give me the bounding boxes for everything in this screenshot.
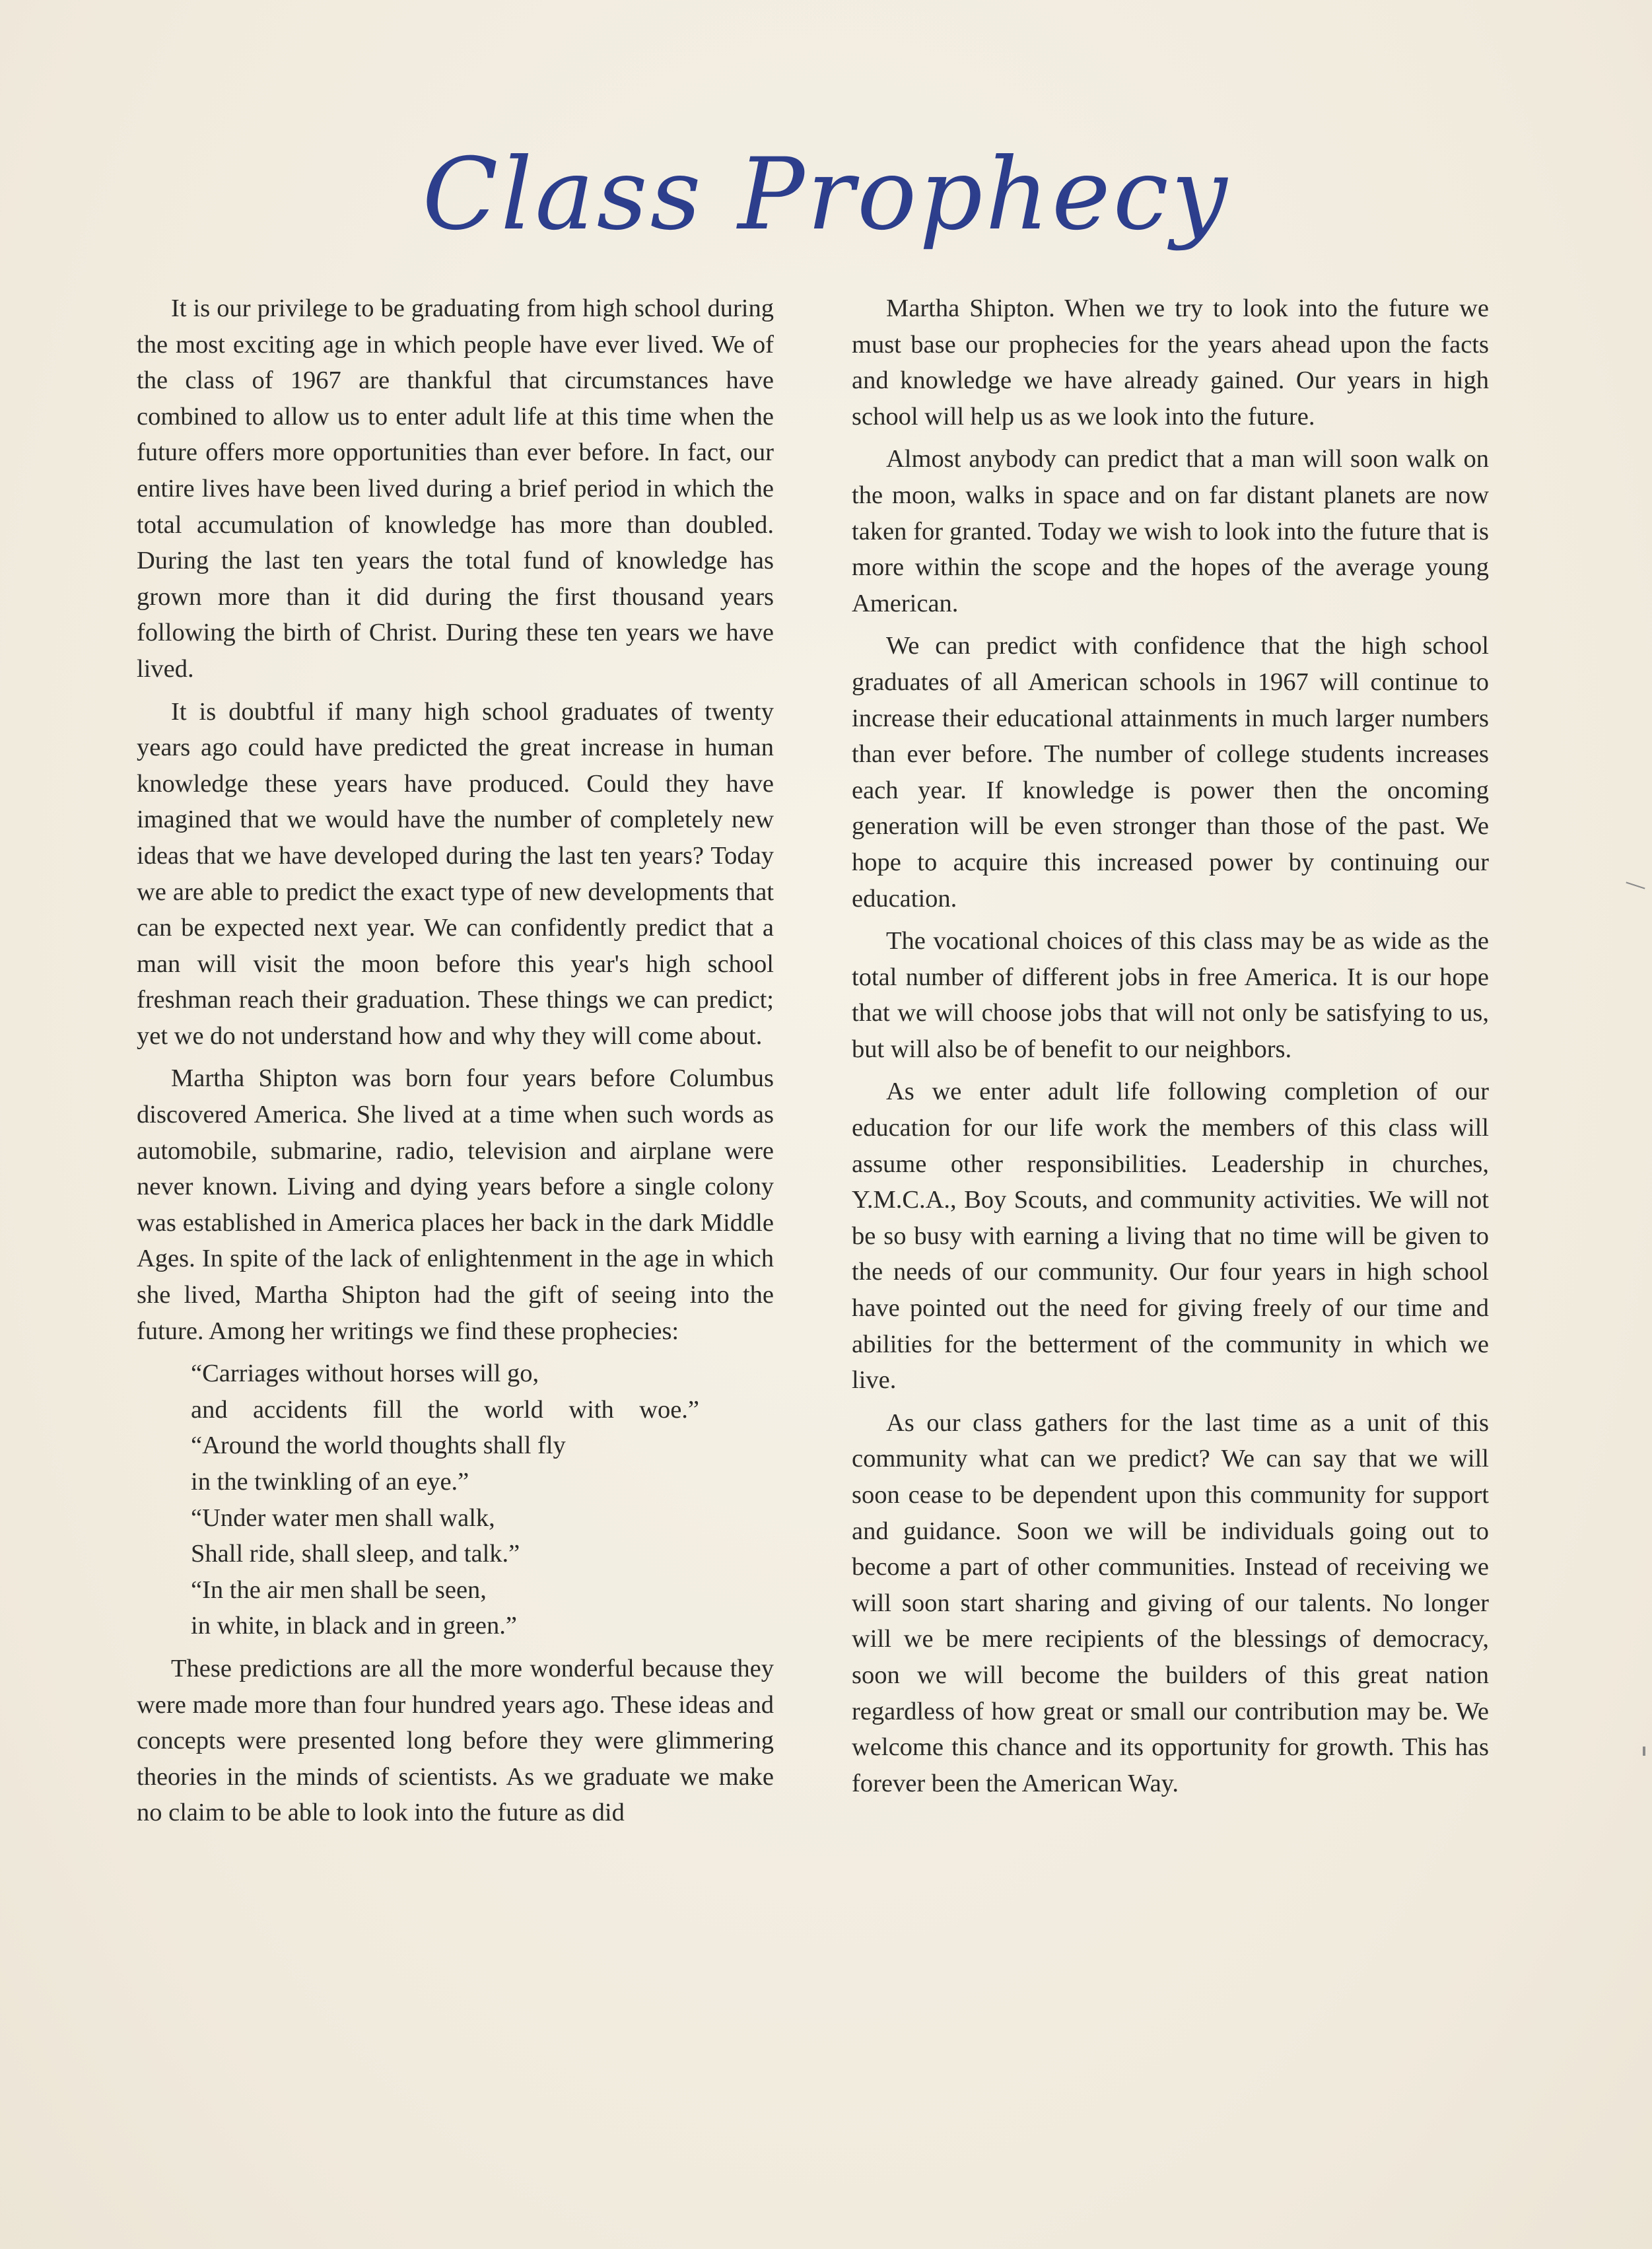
verse-line: “Around the world thoughts shall fly — [191, 1432, 566, 1460]
paragraph-american-way: As our class gathers for the last time as a unit of this community what can we predict? We can say that we will soon cease to be dependent upon this community for support and guidance. Soon we will be individuals going out to become a part of other communities. Instead of receiving we will soon start sharing and giving of our talents. No longer will we be mere recipients of the blessings of democracy, soon we will become the builders of this great nation regardless of how great or small our contribution may be. We welcome this chance and its opportunity for growth. This has forever been the American Way. — [852, 1408, 1489, 1797]
paragraph-privilege: It is our privilege to be graduating from high school during the most exciting age in which people have ever lived. We of the class of 1967 are thankful that circumstances have combined to allow us to enter adult life at this time when the future offers more opportunities than ever before. In fact, our entire lives have been lived during a brief period in which the total accumulation of knowledge has more than doubled. During the last ten years the total fund of knowledge has grown more than it did during the first thousand years following the birth of Christ. During these ten years we have lived. — [137, 294, 774, 683]
paragraph-responsibilities: As we enter adult life following completion of our education for our life work the members of this class will assume other responsibilities. Leadership in churches, Y.M.C.A., Boy Scouts, and community activities. We will not be so busy with earning a living that no time will be given to the needs of our community. Our four years in high school have pointed out the need for giving freely of our time and abilities for the betterment of the community in which we live. — [852, 1078, 1489, 1395]
right-column — [852, 291, 1489, 1808]
verse-line: “Carriages without horses will go, — [191, 1360, 539, 1388]
paragraph-moon: Almost anybody can predict that a man will soon walk on the moon, walks in space and on far distant planets are now taken for granted. Today we wish to look into the future that is more within the scope and the hopes of the average young American. — [852, 445, 1489, 617]
page-margin-mark — [1643, 1747, 1645, 1756]
paragraph-vocational: The vocational choices of this class may be as wide as the total number of different jobs in free America. It is our hope that we will choose jobs that will not only be satisfying to us, but will also be of benefit to our neighbors. — [852, 927, 1489, 1063]
verse-line: “Under water men shall walk, — [191, 1504, 495, 1532]
page-margin-mark — [1626, 882, 1645, 889]
paragraph-predictions: These predictions are all the more wonderful because they were made more than four hundred years ago. These ideas and concepts were presented long before they were glimmering theories in the minds of scientists. As we graduate we make no claim to be able to look into the future as did — [137, 1654, 774, 1827]
verse-line: Shall ride, shall sleep, and talk.” — [191, 1540, 520, 1568]
page-title: Class Prophecy — [422, 137, 1230, 252]
left-column — [137, 291, 774, 1838]
verse-line: in the twinkling of an eye.” — [191, 1468, 469, 1496]
verse-line: in white, in black and in green.” — [191, 1612, 517, 1640]
paragraph-doubtful: It is doubtful if many high school graduates of twenty years ago could have predicted the great increase in human knowledge these years have produced. Could they have imagined that we would have the number of completely new ideas that we have developed during the last ten years? Today we are able to predict the exact type of new developments that can be expected next year. We can confidently predict that a man will visit the moon before this year's high school freshman reach their graduation. These things we can predict; yet we do not understand how and why they will come about. — [137, 697, 774, 1050]
prophecy-verse — [137, 1356, 774, 1644]
verse-line: “In the air men shall be seen, — [191, 1575, 487, 1604]
verse-line: and accidents fill the world with woe.” — [191, 1395, 699, 1424]
paragraph-education: We can predict with confidence that the high school graduates of all American schools in 1967 will continue to increase their educational attainments in much larger numbers than ever before. The number of college students increases each year. If knowledge is power then the oncoming generation will be even stronger than those of the past. We hope to acquire this increased power by continuing our education. — [852, 632, 1489, 913]
paragraph-martha-shipton: Martha Shipton was born four years before Columbus discovered America. She lived at a time when such words as automobile, submarine, radio, television and airplane were never known. Living and dying years before a single colony was established in America places her back in the dark Middle Ages. In spite of the lack of enlightenment in the age in which she lived, Martha Shipton had the gift of seeing into the future. Among her writings we find these prophecies: — [137, 1064, 774, 1345]
paragraph-future-prophecies: Martha Shipton. When we try to look into the future we must base our prophecies for the years ahead upon the facts and knowledge we have already gained. Our years in high school will help us as we look into the future. — [852, 294, 1489, 431]
